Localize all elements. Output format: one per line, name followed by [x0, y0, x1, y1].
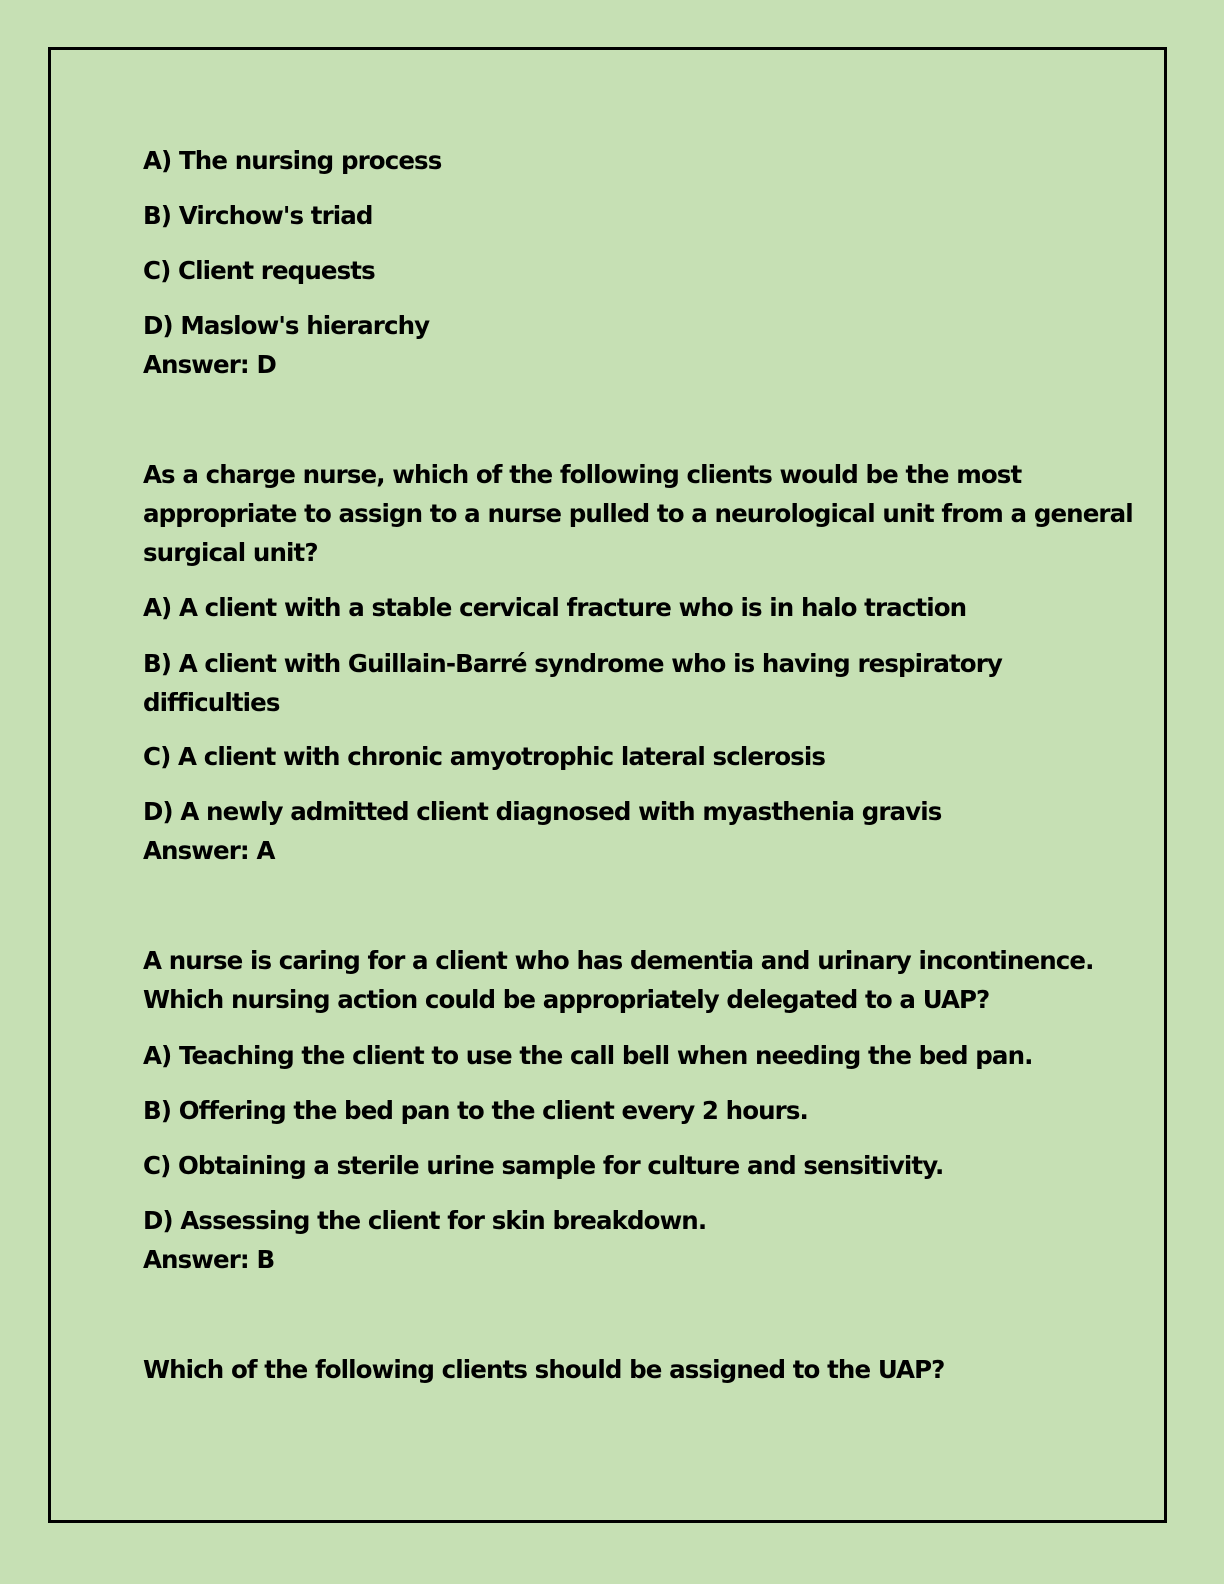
option-b: B) Offering the bed pan to the client every 2 hours. [143, 1096, 808, 1125]
question-line: As a charge nurse, which of the following clients would be the most [143, 460, 1022, 489]
option-d: D) Assessing the client for skin breakdown. [143, 1206, 707, 1235]
option-c: C) A client with chronic amyotrophic lateral sclerosis [143, 742, 826, 771]
question-line: Which nursing action could be appropriately delegated to a UAP? [143, 985, 990, 1014]
question-line: surgical unit? [143, 538, 318, 567]
option-b: B) Virchow's triad [143, 201, 373, 230]
option-d: D) Maslow's hierarchy [143, 311, 430, 340]
option-d: D) A newly admitted client diagnosed with myasthenia gravis [143, 797, 942, 826]
option-c: C) Client requests [143, 256, 375, 285]
option-b-continued: difficulties [143, 688, 280, 717]
question-line: Which of the following clients should be assigned to the UAP? [143, 1355, 945, 1384]
option-c: C) Obtaining a sterile urine sample for culture and sensitivity. [143, 1151, 944, 1180]
option-a: A) Teaching the client to use the call bell when needing the bed pan. [143, 1041, 1033, 1070]
answer: Answer: A [143, 836, 275, 865]
option-a: A) A client with a stable cervical fracture who is in halo traction [143, 593, 967, 622]
question-line: A nurse is caring for a client who has dementia and urinary incontinence. [143, 946, 1094, 975]
answer: Answer: D [143, 350, 276, 379]
question-line: appropriate to assign to a nurse pulled to a neurological unit from a general [143, 499, 1133, 528]
answer: Answer: B [143, 1245, 275, 1274]
option-a: A) The nursing process [143, 146, 442, 175]
option-b: B) A client with Guillain-Barré syndrome who is having respiratory [143, 649, 1002, 678]
